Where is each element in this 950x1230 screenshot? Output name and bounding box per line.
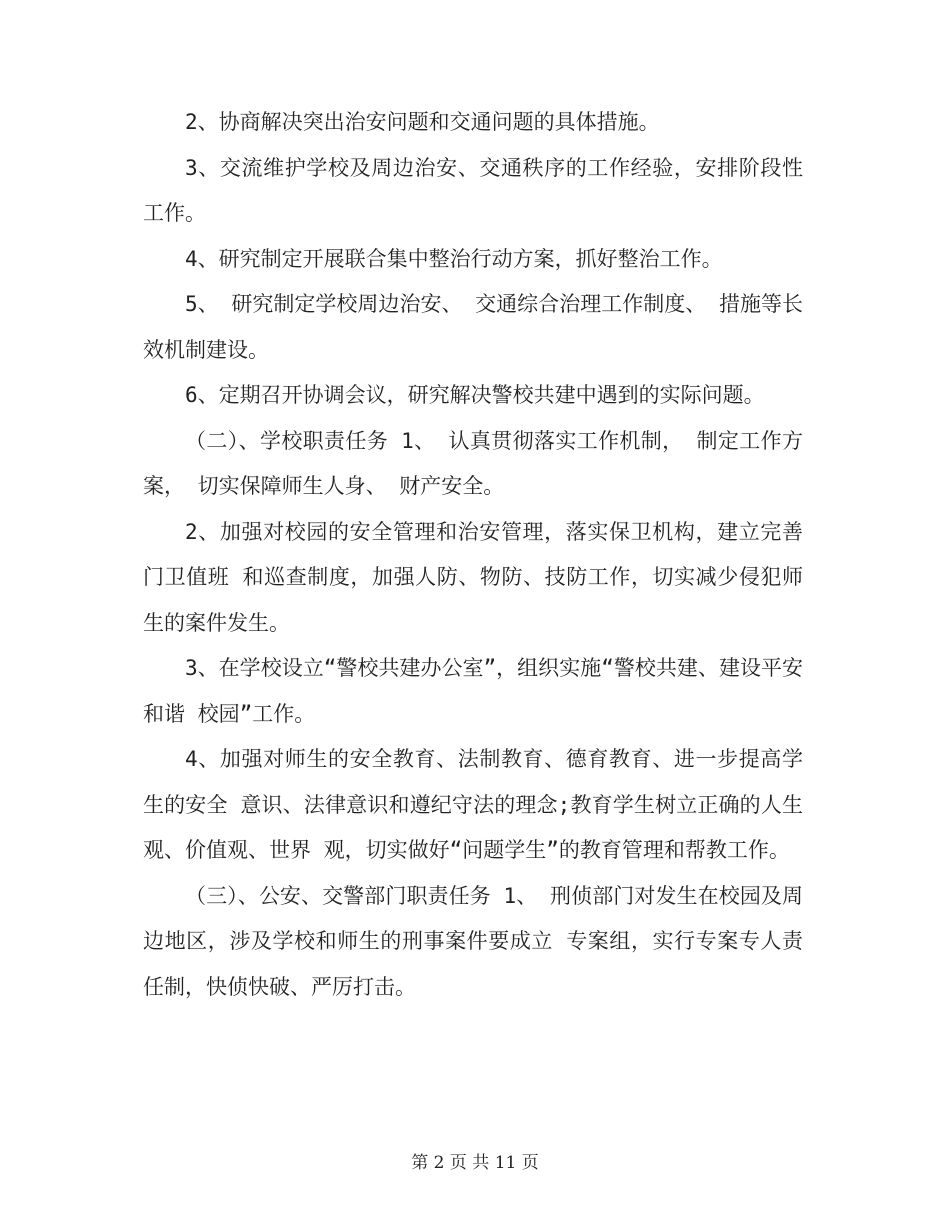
paragraph-3: 4、研究制定开展联合集中整治行动方案，抓好整治工作。 [185, 246, 723, 271]
paragraph-7: 2、加强对校园的安全管理和治安管理，落实保卫机构，建立完善门卫值班 和巡查制度，加强人防、物防、技防工作，切实减少侵犯师生的案件发生。 [143, 519, 803, 635]
paragraph-8: 3、在学校设立“警校共建办公室”，组织实施“警校共建、建设平安和谐 校园”工作。 [143, 656, 803, 726]
paragraph-4: 5、 研究制定学校周边治安、 交通综合治理工作制度、 措施等长效机制建设。 [143, 292, 803, 362]
paragraph-5: 6、定期召开协调会议，研究解决警校共建中遇到的实际问题。 [185, 383, 765, 407]
page-number-footer: 第 2 页 共 11 页 [411, 1153, 539, 1173]
document-body [143, 100, 803, 1010]
paragraph-1: 2、协商解决突出治安问题和交通问题的具体措施。 [185, 110, 660, 134]
paragraph-9: 4、加强对师生的安全教育、法制教育、德育教育、进一步提高学生的安全 意识、法律意识和遵纪守法的理念;教育学生树立正确的人生观、价值观、世界 观，切实做好“问题学生”的教育管理和帮教工作。 [143, 747, 803, 862]
paragraph-10: （三）、公安、交警部门职责任务 1、 刑侦部门对发生在校园及周边地区，涉及学校和师生的刑事案件要成立 专案组，实行专案专人责任制，快侦快破、严厉打击。 [143, 883, 803, 999]
paragraph-6: （二）、学校职责任务 1、 认真贯彻落实工作机制， 制定工作方案， 切实保障师生人身、 财产安全。 [143, 428, 803, 498]
paragraph-2: 3、交流维护学校及周边治安、交通秩序的工作经验，安排阶段性工作。 [143, 155, 803, 225]
